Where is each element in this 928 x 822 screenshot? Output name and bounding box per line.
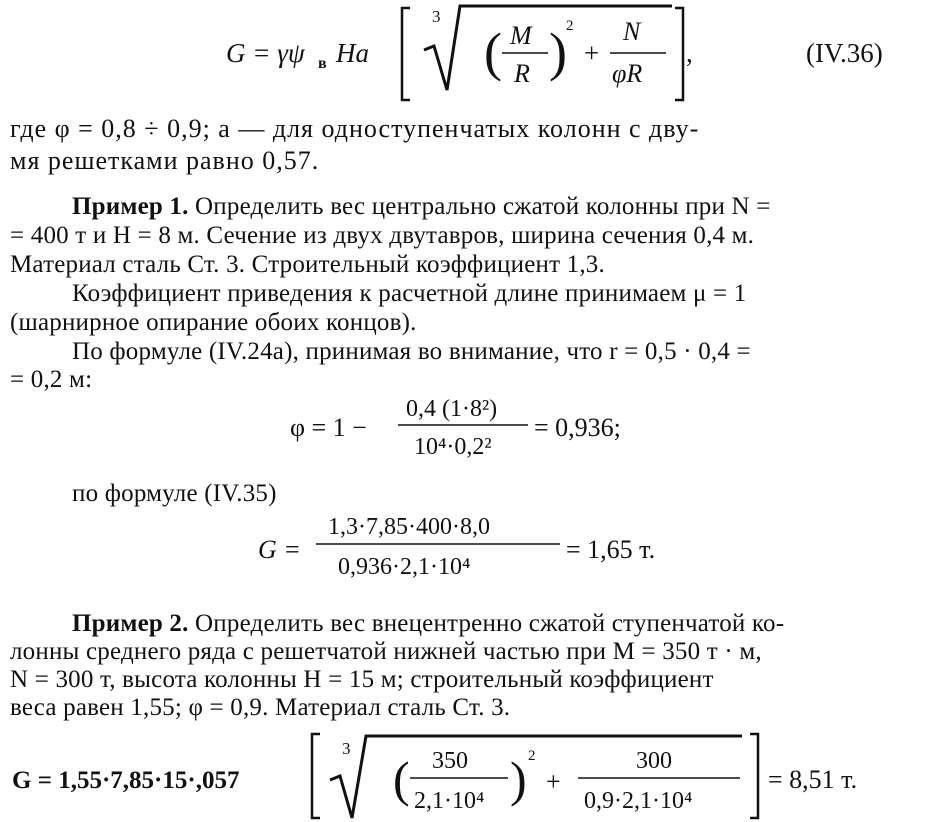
phi-den: 10⁴·0,2² bbox=[414, 434, 492, 460]
phi-lhs: φ = 1 − bbox=[290, 413, 367, 442]
g2-lhs: G = 1,55·7,85·15·,057 bbox=[12, 767, 240, 794]
iv36-lhs-sub: в bbox=[318, 55, 327, 72]
example1-line5: (шарнирное опирание обоих концов). bbox=[10, 309, 417, 336]
iv36-power: 2 bbox=[566, 18, 574, 34]
example2-line1-text: Определить вес внецентренно сжатой ступенчатой ко- bbox=[188, 610, 785, 637]
iv36-lhs-tail: Ha bbox=[336, 38, 369, 68]
formula-g2 bbox=[0, 722, 928, 822]
formula-phi bbox=[0, 390, 928, 470]
iv36-rparen: ) bbox=[549, 22, 567, 82]
iv36-frac1-num: M bbox=[510, 21, 532, 50]
g1-lhs: G = bbox=[258, 535, 301, 564]
g2-right-bracket-icon bbox=[750, 734, 758, 818]
g1-rhs: = 1,65 т. bbox=[566, 535, 656, 564]
example1-line3: Материал сталь Ст. 3. Строительный коэффициент 1,3. bbox=[10, 251, 605, 278]
iv36-frac1-den: R bbox=[514, 59, 530, 88]
left-bracket-icon bbox=[402, 8, 410, 100]
example1-line1-text: Определить вес центрально сжатой колонны при N = bbox=[188, 193, 771, 220]
example2-line2: лонны среднего ряда с решетчатой нижней частью при M = 350 т · м, bbox=[10, 638, 762, 665]
example2-heading: Пример 2. bbox=[72, 610, 189, 637]
by-formula-35: по формуле (IV.35) bbox=[72, 480, 277, 507]
g2-frac2-num: 300 bbox=[636, 748, 672, 774]
example2-line1 bbox=[72, 610, 784, 638]
g2-frac2-den: 0,9·2,1·10⁴ bbox=[584, 788, 693, 814]
example1-line4: Коэффициент приведения к расчетной длине принимаем μ = 1 bbox=[72, 280, 747, 307]
iv36-lparen: ( bbox=[484, 22, 502, 82]
right-bracket-icon bbox=[675, 8, 683, 100]
g2-power: 2 bbox=[528, 748, 536, 764]
g1-num: 1,3·7,85·400·8,0 bbox=[328, 514, 490, 540]
example1-line6: По формуле (IV.24а), принимая во внимание, что r = 0,5 · 0,4 = bbox=[72, 338, 751, 365]
g2-lparen: ( bbox=[393, 751, 410, 807]
example2-line3: N = 300 т, высота колонны H = 15 м; строительный коэффициент bbox=[10, 666, 714, 693]
g1-den: 0,936·2,1·10⁴ bbox=[338, 554, 471, 580]
g2-left-bracket-icon bbox=[312, 734, 320, 818]
g2-frac1-num: 350 bbox=[432, 748, 468, 774]
formula-g1 bbox=[0, 508, 928, 588]
g2-rparen: ) bbox=[510, 751, 527, 807]
iv36-lhs: G = γψ bbox=[226, 38, 305, 68]
g2-root-index: 3 bbox=[342, 739, 351, 758]
iv36-frac2-num: N bbox=[623, 17, 641, 46]
g2-rhs: = 8,51 т. bbox=[768, 765, 858, 794]
iv36-tail: , bbox=[686, 38, 693, 68]
formula-iv36 bbox=[0, 0, 928, 112]
where-line-2: мя решетками равно 0,57. bbox=[10, 146, 320, 175]
iv36-root-index: 3 bbox=[432, 7, 441, 26]
example1-line7: = 0,2 м: bbox=[10, 366, 93, 393]
iv36-plus: + bbox=[584, 38, 600, 68]
example1-line2: = 400 т и H = 8 м. Сечение из двух двутавров, ширина сечения 0,4 м. bbox=[10, 222, 755, 249]
phi-rhs: = 0,936; bbox=[534, 413, 621, 442]
example1-heading: Пример 1. bbox=[72, 193, 189, 220]
example1-line1 bbox=[72, 193, 771, 221]
iv36-frac2-den: φR bbox=[612, 59, 643, 88]
phi-num: 0,4 (1·8²) bbox=[406, 396, 498, 422]
iv36-label: (IV.36) bbox=[806, 38, 883, 68]
example2-line4: веса равен 1,55; φ = 0,9. Материал сталь Ст. 3. bbox=[10, 694, 511, 721]
where-line-1: где φ = 0,8 ÷ 0,9; a — для одноступенчатых колонн с дву- bbox=[10, 114, 700, 143]
g2-plus: + bbox=[546, 767, 561, 796]
g2-frac1-den: 2,1·10⁴ bbox=[414, 788, 485, 814]
